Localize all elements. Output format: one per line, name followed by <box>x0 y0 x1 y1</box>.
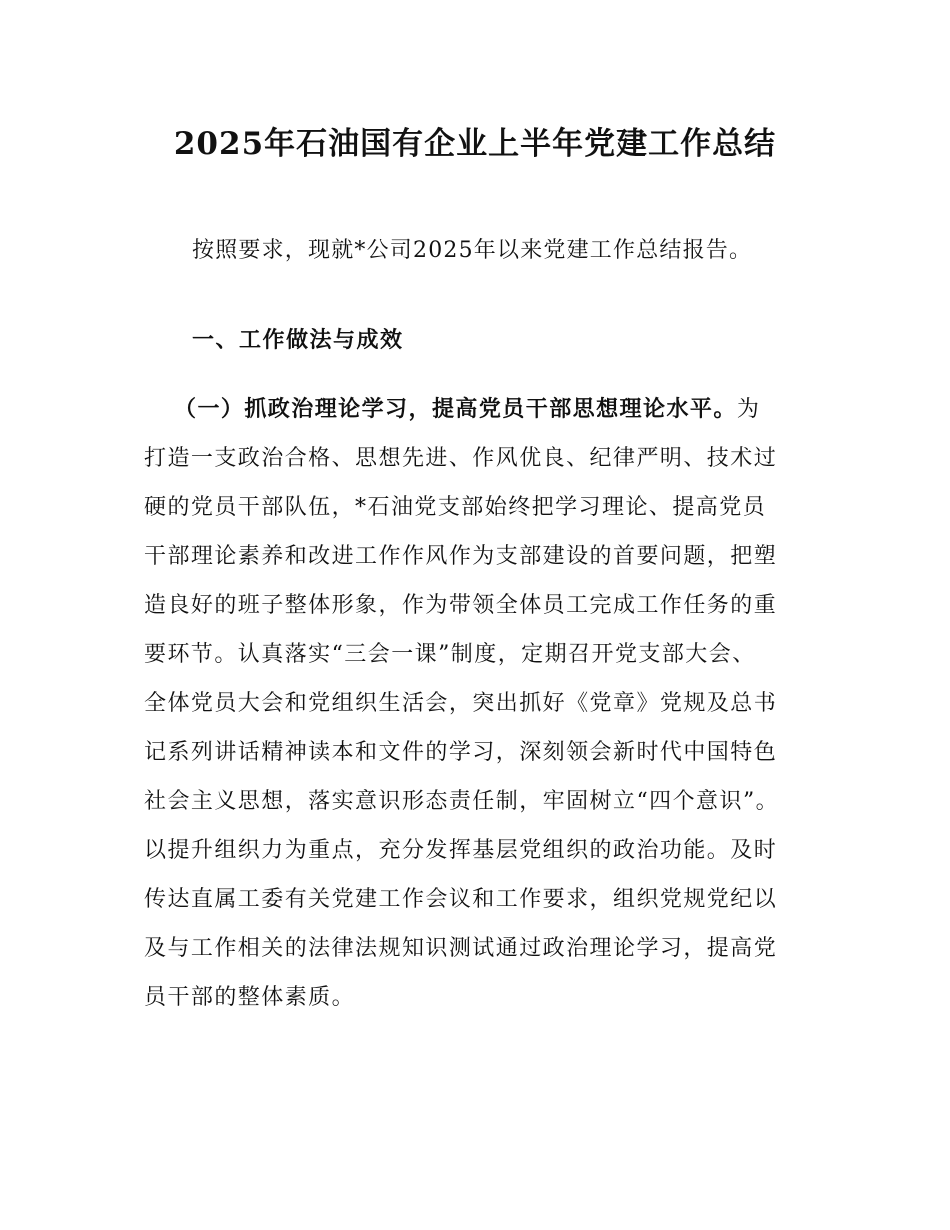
paragraph-line: 社会主义思想，落实意识形态责任制，牢固树立“四个意识”。 <box>144 789 780 814</box>
subsection-heading: （一）抓政治理论学习，提高党员干部思想理论水平。 <box>174 396 737 422</box>
subsection-paragraph <box>144 385 904 1022</box>
paragraph-line <box>144 385 904 434</box>
document-title: 2025年石油国有企业上半年党建工作总结 <box>173 126 777 162</box>
paragraph-text: 为 <box>736 397 761 422</box>
section-heading: 一、工作做法与成效 <box>192 327 404 353</box>
paragraph-line: 打造一支政治合格、思想先进、作风优良、纪律严明、技术过 <box>144 446 778 471</box>
paragraph-line: 造良好的班子整体形象，作为带领全体员工完成工作任务的重 <box>144 593 778 618</box>
paragraph-line: 传达直属工委有关党建工作会议和工作要求，组织党规党纪以 <box>144 887 778 912</box>
paragraph-line: 干部理论素养和改进工作作风作为支部建设的首要问题，把塑 <box>144 544 778 569</box>
paragraph-line: 以提升组织力为重点，充分发挥基层党组织的政治功能。及时 <box>144 838 778 863</box>
intro-paragraph: 按照要求，现就*公司2025年以来党建工作总结报告。 <box>192 238 753 263</box>
paragraph-line: 硬的党员干部队伍，*石油党支部始终把学习理论、提高党员 <box>144 495 767 520</box>
paragraph-line: 要环节。认真落实“三会一课”制度，定期召开党支部大会、 <box>144 642 756 667</box>
paragraph-line: 记系列讲话精神读本和文件的学习，深刻领会新时代中国特色 <box>144 740 778 765</box>
paragraph-line: 员干部的整体素质。 <box>144 985 356 1010</box>
paragraph-line: 及与工作相关的法律法规知识测试通过政治理论学习，提高党 <box>144 936 778 961</box>
paragraph-line: 全体党员大会和党组织生活会，突出抓好《党章》党规及总书 <box>144 691 778 716</box>
